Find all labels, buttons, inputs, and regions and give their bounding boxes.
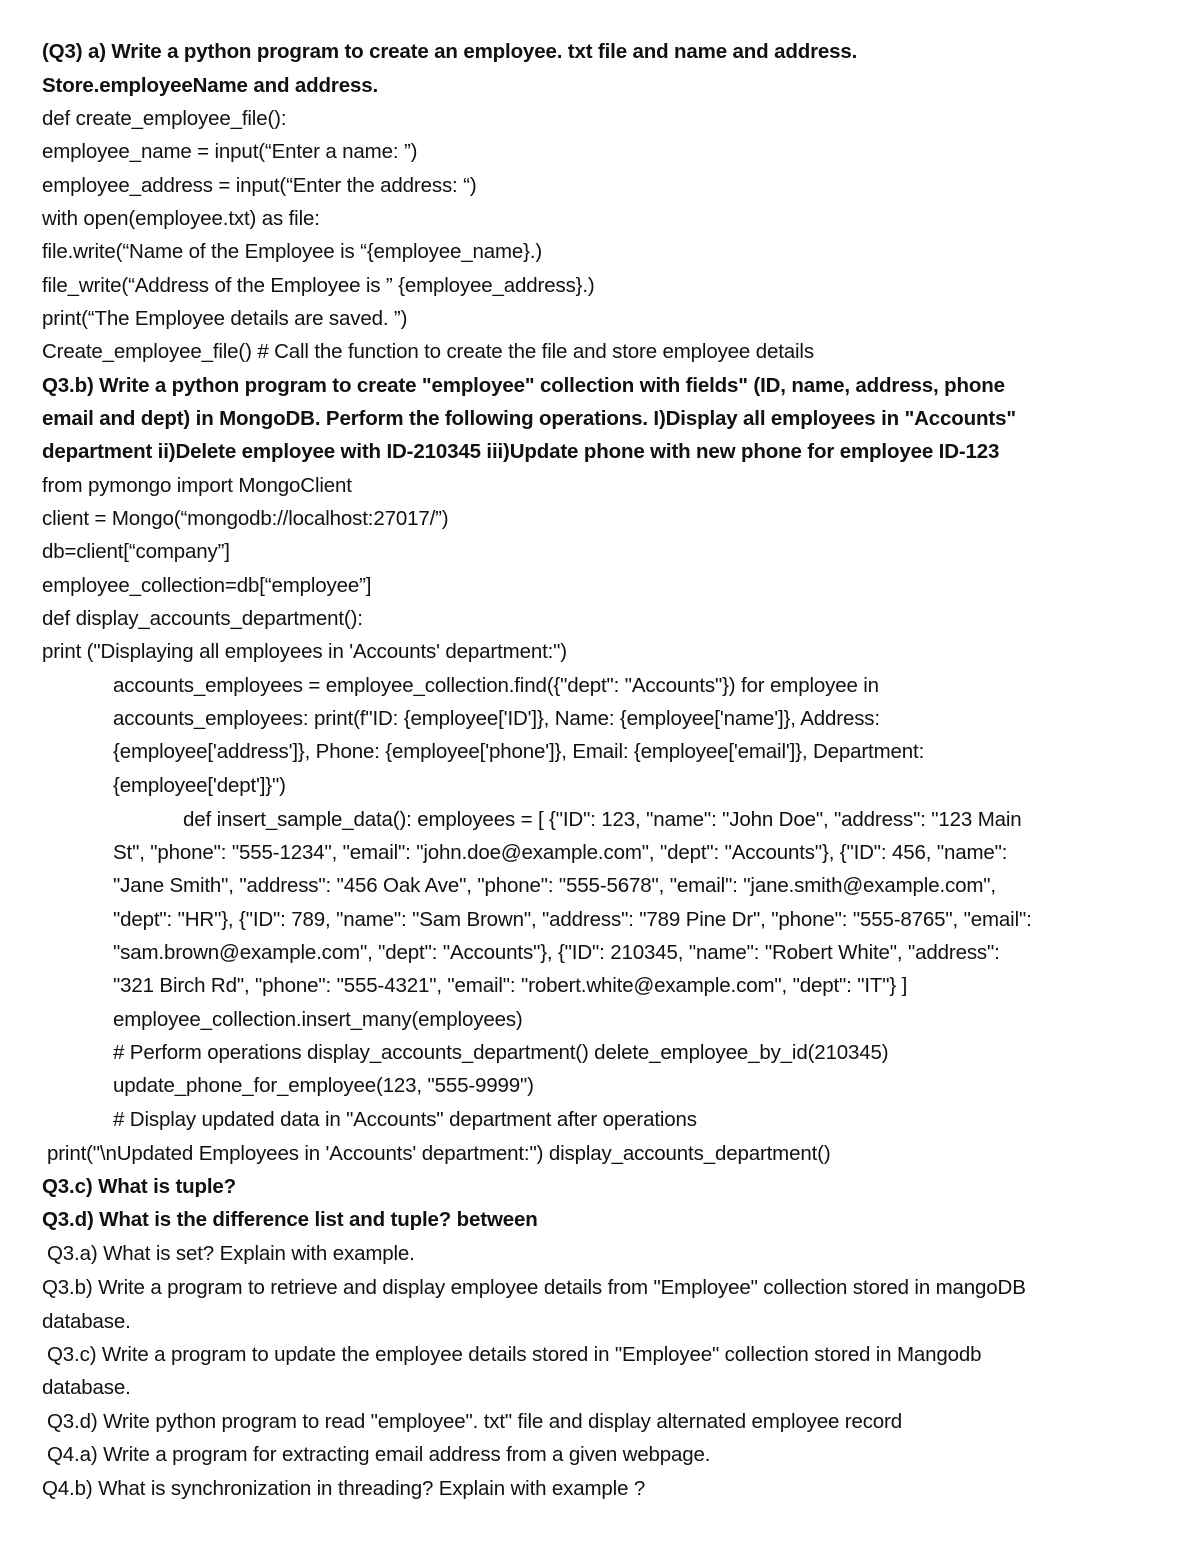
question-heading-line: Q3.d) What is the difference list and tuple? between [42, 1208, 538, 1231]
question-heading-line: email and dept) in MongoDB. Perform the following operations. I)Display all employees in "Accounts" [42, 407, 1016, 430]
text-line: update_phone_for_employee(123, "555-9999") [113, 1074, 534, 1097]
text-line: database. [42, 1376, 131, 1399]
text-line: def display_accounts_department(): [42, 607, 363, 630]
text-line: employee_name = input(“Enter a name: ”) [42, 140, 418, 163]
text-line: file_write(“Address of the Employee is ” {employee_address}.) [42, 274, 595, 297]
text-line: print(“The Employee details are saved. ”) [42, 307, 408, 330]
text-line: print("\nUpdated Employees in 'Accounts' department:") display_accounts_department() [47, 1142, 831, 1165]
text-line: database. [42, 1310, 131, 1333]
text-line: Q4.a) Write a program for extracting email address from a given webpage. [47, 1443, 711, 1466]
question-heading-line: Store.employeeName and address. [42, 74, 379, 97]
text-line: def insert_sample_data(): employees = [ {"ID": 123, "name": "John Doe", "address": "123 Main [183, 808, 1022, 831]
text-line: employee_collection.insert_many(employees) [113, 1008, 523, 1031]
text-line: employee_address = input(“Enter the address: “) [42, 174, 477, 197]
text-line: "Jane Smith", "address": "456 Oak Ave", "phone": "555-5678", "email": "jane.smith@example.com", [113, 874, 996, 897]
text-line: "dept": "HR"}, {"ID": 789, "name": "Sam Brown", "address": "789 Pine Dr", "phone": "555-8765", "email": [113, 908, 1032, 931]
question-heading-line: (Q3) a) Write a python program to create an employee. txt file and name and address. [42, 40, 858, 63]
text-line: {employee['address']}, Phone: {employee['phone']}, Email: {employee['email']}, Department: [113, 740, 925, 763]
text-line: file.write(“Name of the Employee is “{employee_name}.) [42, 240, 543, 263]
text-line: Q3.c) Write a program to update the employee details stored in "Employee" collection stored in Mangodb [47, 1343, 982, 1366]
text-line: with open(employee.txt) as file: [42, 207, 320, 230]
text-line: Q3.b) Write a program to retrieve and display employee details from "Employee" collection stored in mangoDB [42, 1276, 1026, 1299]
text-line: # Perform operations display_accounts_department() delete_employee_by_id(210345) [113, 1041, 889, 1064]
text-line: from pymongo import MongoClient [42, 474, 352, 497]
text-line: def create_employee_file(): [42, 107, 287, 130]
text-line: accounts_employees: print(f"ID: {employee['ID']}, Name: {employee['name']}, Address: [113, 707, 880, 730]
text-line: employee_collection=db[“employee”] [42, 574, 372, 597]
question-heading-line: department ii)Delete employee with ID-210345 iii)Update phone with new phone for employee ID-123 [42, 440, 1000, 463]
question-heading-line: Q3.b) Write a python program to create "employee" collection with fields" (ID, name, address, phone [42, 374, 1005, 397]
text-line: Q4.b) What is synchronization in threading? Explain with example ? [42, 1477, 646, 1500]
text-line: Q3.a) What is set? Explain with example. [47, 1242, 415, 1265]
text-line: St", "phone": "555-1234", "email": "john.doe@example.com", "dept": "Accounts"}, {"ID": 456, "name": [113, 841, 1008, 864]
text-line: db=client[“company”] [42, 540, 230, 563]
text-line: accounts_employees = employee_collection.find({"dept": "Accounts"}) for employee in [113, 674, 879, 697]
text-line: client = Mongo(“mongodb://localhost:27017/”) [42, 507, 449, 530]
text-line: {employee['dept']}") [113, 774, 286, 797]
question-heading-line: Q3.c) What is tuple? [42, 1175, 237, 1198]
text-line: print ("Displaying all employees in 'Accounts' department:") [42, 640, 567, 663]
text-line: Create_employee_file() # Call the function to create the file and store employee details [42, 340, 814, 363]
text-line: Q3.d) Write python program to read "employee". txt" file and display alternated employee record [47, 1410, 902, 1433]
text-line: "sam.brown@example.com", "dept": "Accounts"}, {"ID": 210345, "name": "Robert White", "address": [113, 941, 1000, 964]
text-line: # Display updated data in "Accounts" department after operations [113, 1108, 697, 1131]
text-line: "321 Birch Rd", "phone": "555-4321", "email": "robert.white@example.com", "dept": "IT"} ] [113, 974, 908, 997]
